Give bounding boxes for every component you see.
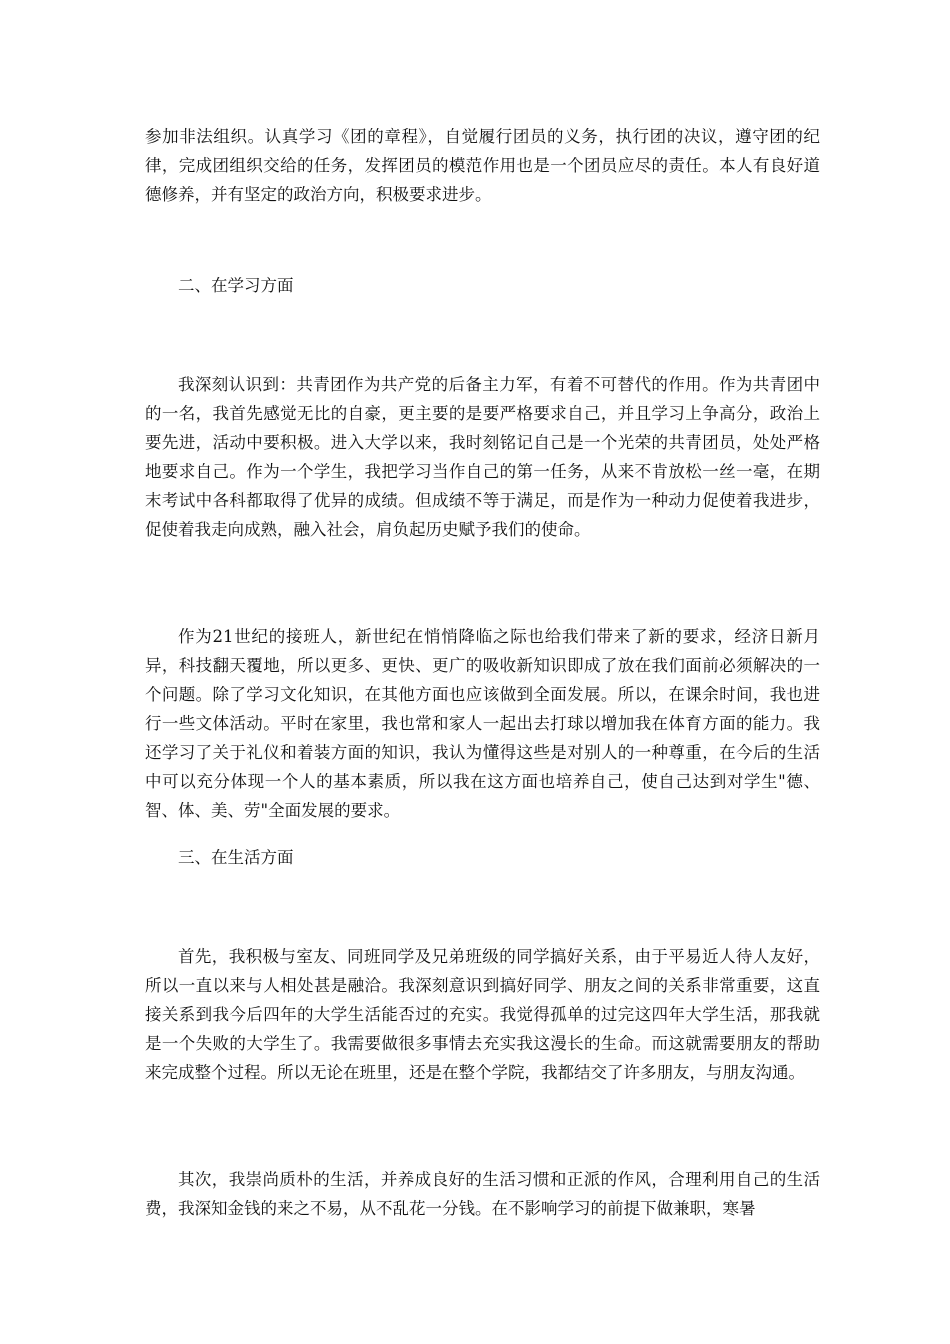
paragraph-study-attitude: 我深刻认识到：共青团作为共产党的后备主力军，有着不可替代的作用。作为共青团中的一名，我首先感觉无比的自豪，更主要的是要严格要求自己，并且学习上争高分，政治上要先进，活动中要积极。进入大学以来，我时刻铭记自己是一个光荣的共青团员，处处严格地要求自己。作为一个学生，我把学习当作自己的第一任务，从来不肯放松一丝一毫，在期末考试中各科都取得了优异的成绩。但成绩不等于满足，而是作为一种动力促使着我进步，促使着我走向成熟，融入社会，肩负起历史赋予我们的使命。 [145,375,820,539]
paragraph-party-duties: 参加非法组织。认真学习《团的章程》，自觉履行团员的义务，执行团的决议，遵守团的纪律，完成团组织交给的任务，发挥团员的模范作用也是一个团员应尽的责任。本人有良好道德修养，并有坚定的政治方向，积极要求进步。 [145,127,820,204]
paragraph-comprehensive-development: 作为21世纪的接班人，新世纪在悄悄降临之际也给我们带来了新的要求，经济日新月异，科技翻天覆地，所以更多、更快、更广的吸收新知识即成了放在我们面前必须解决的一个问题。除了学习文化知识，在其他方面也应该做到全面发展。所以，在课余时间，我也进行一些文体活动。平时在家里，我也常和家人一起出去打球以增加我在体育方面的能力。我还学习了关于礼仪和着装方面的知识，我认为懂得这些是对别人的一种尊重，在今后的生活中可以充分体现一个人的基本素质，所以我在这方面也培养自己，使自己达到对学生"德、智、体、美、劳"全面发展的要求。 [145,627,820,820]
paragraph-frugal-life: 其次，我崇尚质朴的生活，并养成良好的生活习惯和正派的作风，合理利用自己的生活费，我深知金钱的来之不易，从不乱花一分钱。在不影响学习的前提下做兼职，寒暑 [145,1170,820,1218]
section-heading-life: 三、在生活方面 [178,848,294,867]
section-heading-study: 二、在学习方面 [178,276,294,295]
paragraph-relationships: 首先，我积极与室友、同班同学及兄弟班级的同学搞好关系，由于平易近人待人友好，所以一直以来与人相处甚是融洽。我深刻意识到搞好同学、朋友之间的关系非常重要，这直接关系到我今后四年的大学生活能否过的充实。我觉得孤单的过完这四年大学生活，那我就是一个失败的大学生了。我需要做很多事情去充实我这漫长的生命。而这就需要朋友的帮助来完成整个过程。所以无论在班里，还是在整个学院，我都结交了许多朋友，与朋友沟通。 [145,947,820,1082]
